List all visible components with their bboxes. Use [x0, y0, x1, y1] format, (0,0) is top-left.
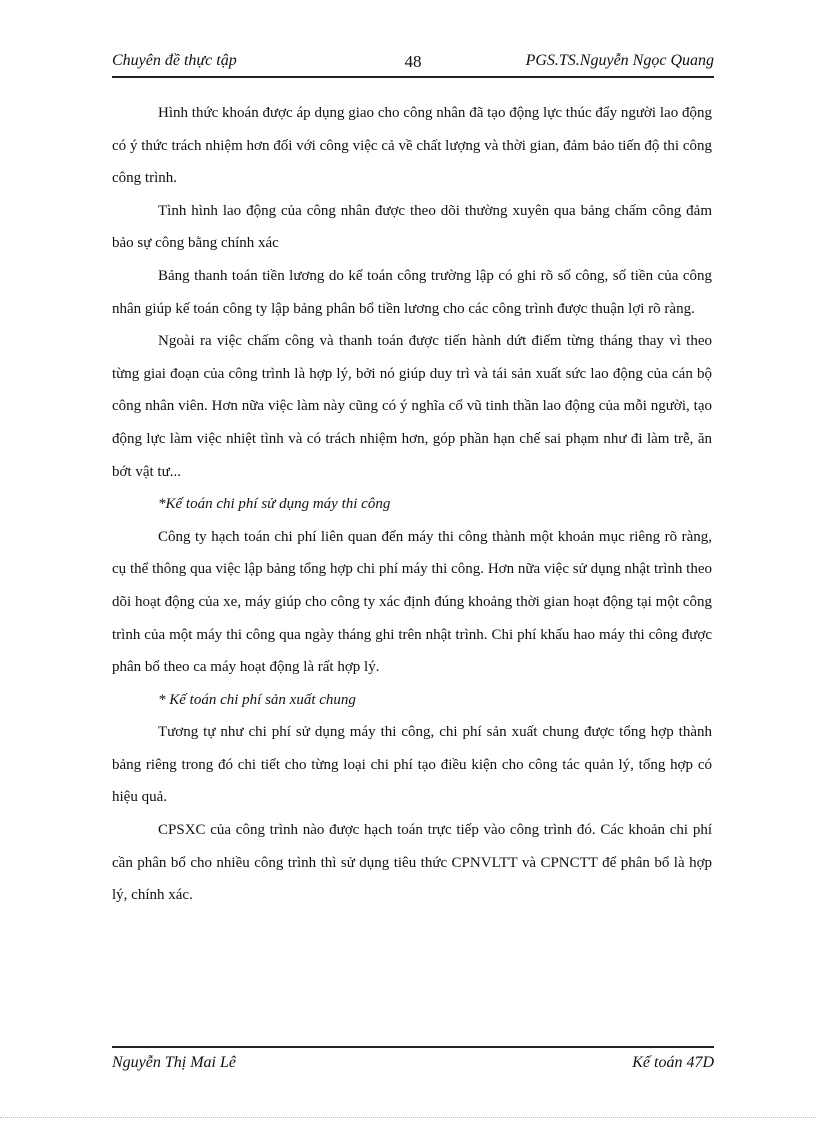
footer-class: Kế toán 47D: [632, 1054, 714, 1071]
section-heading-machine-costs: *Kế toán chi phí sử dụng máy thi công: [158, 496, 391, 513]
page-edge-divider: [0, 1117, 816, 1118]
page-footer: [112, 1046, 714, 1078]
paragraph-4: Ngoài ra việc chấm công và thanh toán được tiến hành dứt điểm từng tháng thay vì theo từng giai đoạn của công trình là hợp lý, bởi nó giúp duy trì và tái sản xuất sức lao động của cán bộ công nhân viên. Hơn nữa việc làm này cũng có ý nghĩa cổ vũ tinh thần lao động của mỗi người, tạo động lực làm việc nhiệt tình và có trách nhiệm hơn, góp phần hạn chế sai phạm như đi làm trễ, ăn bớt vật tư...: [112, 333, 712, 480]
paragraph-6: Tương tự như chi phí sử dụng máy thi công, chi phí sản xuất chung được tổng hợp thành bảng riêng trong đó chi tiết cho từng loại chi phí tạo điều kiện cho công tác quản lý, tổng hợp có hiệu quả.: [112, 724, 712, 806]
page-body: [112, 97, 712, 912]
section-heading-general-costs: * Kế toán chi phí sản xuất chung: [158, 691, 356, 708]
page-header: [112, 50, 714, 78]
header-author: PGS.TS.Nguyễn Ngọc Quang: [525, 52, 714, 69]
paragraph-5: Công ty hạch toán chi phí liên quan đến máy thi công thành một khoản mục riêng rõ ràng, cụ thể thông qua việc lập bảng tổng hợp chi phí máy thi công. Hơn nữa việc sử dụng nhật trình theo dõi hoạt động của xe, máy giúp cho công ty xác định đúng khoảng thời gian hoạt động tại một công trình của một máy thi công qua ngày tháng ghi trên nhật trình. Chi phí khấu hao máy thi công được phân bổ theo ca máy hoạt động là rất hợp lý.: [112, 528, 712, 676]
header-title: Chuyên đề thực tập: [112, 52, 237, 69]
page-number: 48: [404, 52, 422, 71]
paragraph-2: Tình hình lao động của công nhân được theo dõi thường xuyên qua bảng chấm công đảm bảo sự công bằng chính xác: [112, 202, 712, 252]
paragraph-1: Hình thức khoán được áp dụng giao cho công nhân đã tạo động lực thúc đẩy người lao động có ý thức trách nhiệm hơn đối với công việc cả về chất lượng và thời gian, đảm bảo tiến độ thi công công trình.: [112, 105, 712, 187]
paragraph-7: CPSXC của công trình nào được hạch toán trực tiếp vào công trình đó. Các khoản chi phí cần phân bổ cho nhiều công trình thì sử dụng tiêu thức CPNVLTT và CPNCTT để phân bổ là hợp lý, chính xác.: [112, 822, 712, 904]
paragraph-3: Bảng thanh toán tiền lương do kế toán công trường lập có ghi rõ số công, số tiền của công nhân giúp kế toán công ty lập bảng phân bổ tiền lương cho các công trình được thuận lợi rõ ràng.: [112, 267, 712, 317]
footer-author: Nguyễn Thị Mai Lê: [112, 1054, 236, 1071]
